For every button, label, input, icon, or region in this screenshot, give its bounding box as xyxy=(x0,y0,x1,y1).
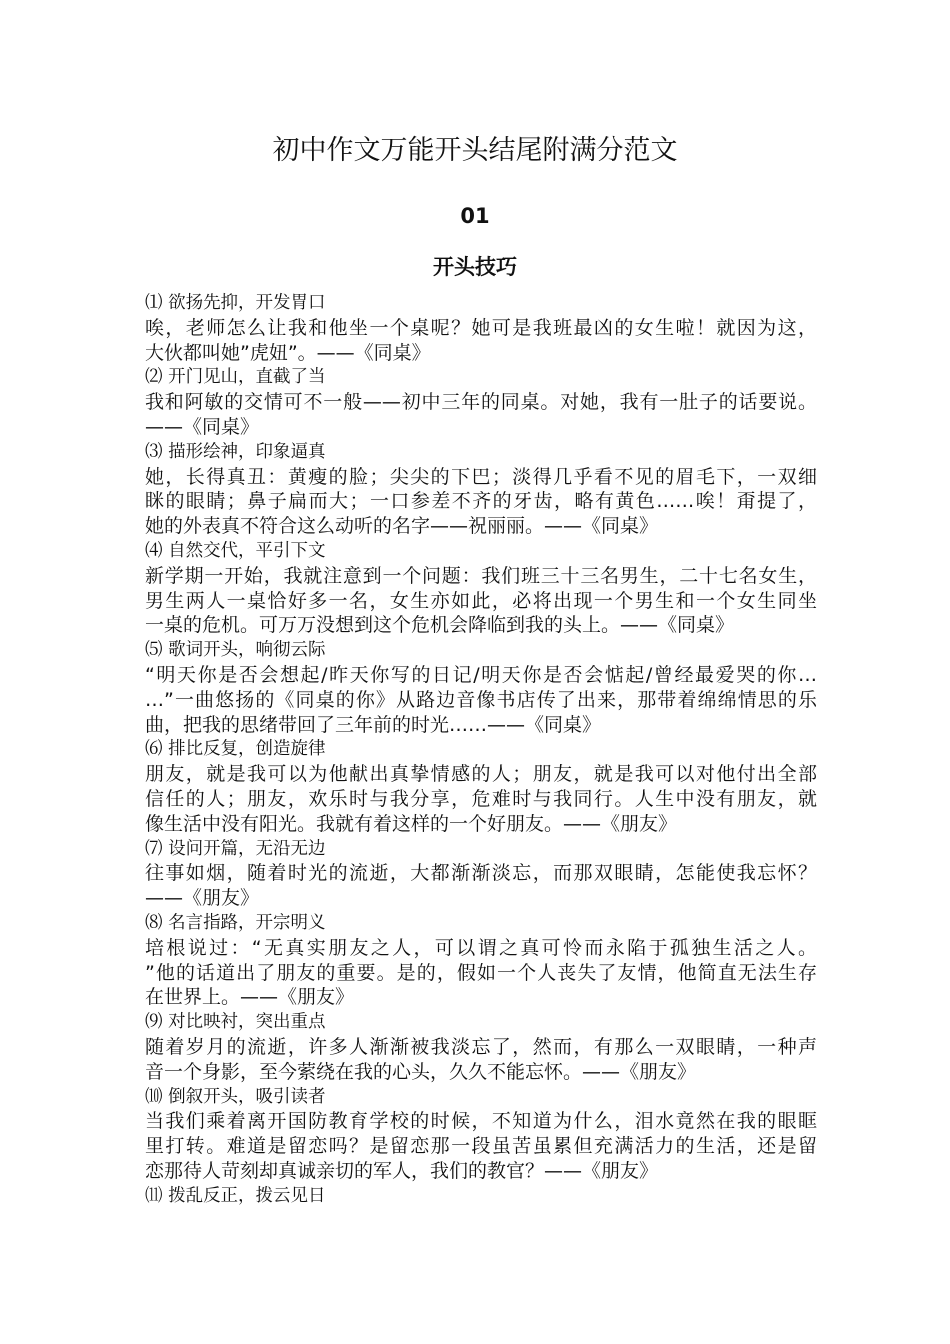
subsection-heading: ⑹ 排比反复，创造旋律 xyxy=(145,739,326,760)
subsection-heading: ⑻ 名言指路，开宗明义 xyxy=(145,912,326,933)
subsection-heading: ⑵ 开门见山，直截了当 xyxy=(145,367,326,388)
subsection-heading: ⑽ 倒叙开头，吸引读者 xyxy=(145,1086,326,1107)
paragraph-line: 里打转。难道是留恋吗？是留恋那一段虽苦虽累但充满活力的生活，还是留 xyxy=(145,1135,817,1158)
paragraph-line: 曲，把我的思绪带回了三年前的时光……——《同桌》 xyxy=(145,713,602,736)
paragraph-line: 当我们乘着离开国防教育学校的时候，不知道为什么，泪水竟然在我的眼眶 xyxy=(145,1110,817,1133)
paragraph-line: 我和阿敏的交情可不一般——初中三年的同桌。对她，我有一肚子的话要说。 xyxy=(145,391,817,414)
paragraph-line: 男生两人一桌恰好多一名，女生亦如此，必将出现一个男生和一个女生同坐 xyxy=(145,589,817,612)
paragraph-line: ——《朋友》 xyxy=(145,887,260,910)
paragraph-line: 在世界上。——《朋友》 xyxy=(145,986,355,1009)
paragraph-line: 朋友，就是我可以为他献出真挚情感的人；朋友，就是我可以对他付出全部 xyxy=(145,763,817,786)
paragraph-line: 她，长得真丑：黄瘦的脸；尖尖的下巴；淡得几乎看不见的眉毛下，一双细 xyxy=(145,465,817,488)
paragraph-line: 新学期一开始，我就注意到一个问题：我们班三十三名男生，二十七名女生， xyxy=(145,564,817,587)
paragraph-line: 眯的眼睛；鼻子扁而大；一口参差不齐的牙齿，略有黄色……唉！甭提了， xyxy=(145,490,817,513)
subsection-heading: ⑴ 欲扬先抑，开发胃口 xyxy=(145,293,326,313)
subsection-heading: ⑶ 描形绘神，印象逼真 xyxy=(145,441,326,462)
paragraph-line: ”他的话道出了朋友的重要。是的，假如一个人丧失了友情，他简直无法生存 xyxy=(145,961,817,984)
document-title: 初中作文万能开头结尾附满分范文 xyxy=(272,135,678,166)
paragraph-line: 音一个身影，至今萦绕在我的心头，久久不能忘怀。——《朋友》 xyxy=(145,1060,697,1083)
paragraph-line: 随着岁月的流逝，许多人渐渐被我淡忘了，然而，有那么一双眼睛，一种声 xyxy=(145,1035,817,1058)
section-number: 01 xyxy=(460,204,490,228)
paragraph-line: 她的外表真不符合这么动听的名字——祝丽丽。——《同桌》 xyxy=(145,515,659,538)
paragraph-line: 大伙都叫她”虎妞”。——《同桌》 xyxy=(145,341,431,364)
subsection-heading: ⑸ 歌词开头，响彻云际 xyxy=(145,640,326,661)
subsection-heading: ⑼ 对比映衬，突出重点 xyxy=(145,1012,326,1033)
paragraph-line: 信任的人；朋友，欢乐时与我分享，危难时与我同行。人生中没有朋友，就 xyxy=(145,787,817,810)
section-title: 开头技巧 xyxy=(433,255,517,279)
subsection-heading: ⑷ 自然交代，平引下文 xyxy=(145,540,326,561)
paragraph-line: 培根说过：“无真实朋友之人，可以谓之真可怜而永陷于孤独生活之人。 xyxy=(145,936,817,959)
paragraph-line: 一桌的危机。可万万没想到这个危机会降临到我的头上。——《同桌》 xyxy=(145,614,735,637)
paragraph-line: 像生活中没有阳光。我就有着这样的一个好朋友。——《朋友》 xyxy=(145,812,678,835)
paragraph-line: …”一曲悠扬的《同桌的你》从路边音像书店传了出来，那带着绵绵情思的乐 xyxy=(145,688,817,711)
paragraph-line: 恋那待人苛刻却真诚亲切的军人，我们的教官？——《朋友》 xyxy=(145,1159,659,1182)
subsection-heading: ⑺ 设问开篇，无沿无边 xyxy=(145,838,326,859)
body-text xyxy=(145,291,817,1208)
paragraph-line: 往事如烟，随着时光的流逝，大都渐渐淡忘，而那双眼睛，怎能使我忘怀？ xyxy=(145,862,817,885)
paragraph-line: 唉，老师怎么让我和他坐一个桌呢？她可是我班最凶的女生啦！就因为这， xyxy=(145,316,817,339)
paragraph-line: ——《同桌》 xyxy=(145,415,260,438)
paragraph-line: “明天你是否会想起/昨天你写的日记/明天你是否会惦起/曾经最爱哭的你… xyxy=(145,663,817,686)
subsection-heading: ⑾ 拨乱反正，拨云见日 xyxy=(145,1185,326,1206)
